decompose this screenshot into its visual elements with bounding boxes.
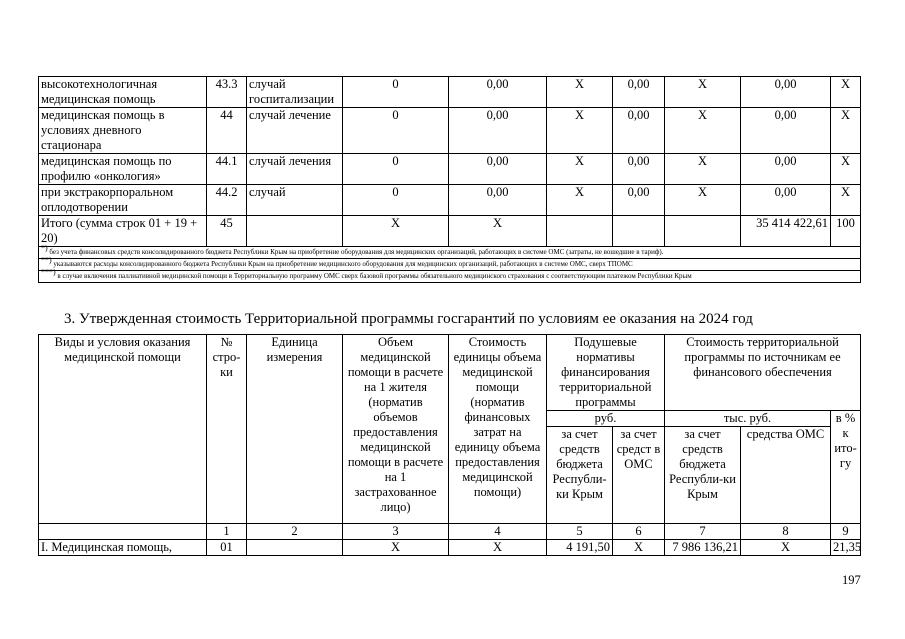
header-program-cost: Стоимость территориальной программы по источникам ее финансового обеспечения (665, 335, 861, 411)
header-row-number: № стро-ки (207, 335, 247, 524)
continuation-table (38, 76, 861, 283)
header-tys-rub: тыс. руб. (665, 411, 831, 427)
header-unit-cost: Стоимость единицы объема медицинской помощи (норматив финансовых затрат на единицу объема предоставления медицинской помощи) (449, 335, 547, 524)
table-cell-c6: X (547, 185, 613, 216)
column-number: 1 (207, 524, 247, 540)
header-per-capita: Подушевые нормативы финансирования территориальной программы (547, 335, 665, 411)
column-number-row (39, 524, 861, 540)
table-cell-c9: 0,00 (741, 154, 831, 185)
table-row (39, 540, 861, 556)
table-cell-c5: X (449, 216, 547, 247)
header-kind: Виды и условия оказания медицинской помощи (39, 335, 207, 524)
table-cell-c6: X (547, 77, 613, 108)
table-cell-num: 43.3 (207, 77, 247, 108)
table-cell-c7 (613, 216, 665, 247)
table-cell-c8: X (665, 77, 741, 108)
row-oms-rub: X (613, 540, 665, 556)
column-number: 6 (613, 524, 665, 540)
header-unit: Единица измерения (247, 335, 343, 524)
column-number: 7 (665, 524, 741, 540)
column-number-blank (39, 524, 207, 540)
footnote-mark: *) (41, 243, 48, 253)
column-number: 8 (741, 524, 831, 540)
table-cell-c5: 0,00 (449, 108, 547, 154)
page-number: 197 (842, 573, 861, 587)
table-cell-c10: X (831, 154, 861, 185)
footnote-row (39, 259, 861, 271)
table-cell-name: медицинская помощь по профилю «онкология» (39, 154, 207, 185)
table-cell-name: высокотехнологичная медицинская помощь (39, 77, 207, 108)
table-cell-c10: X (831, 77, 861, 108)
table-row (39, 154, 861, 185)
table-cell-c6: X (547, 154, 613, 185)
table-cell-c4: X (343, 216, 449, 247)
footnote-mark: ***) (41, 267, 56, 277)
footnote-text: без учета финансовых средств консолидированного бюджета Республики Крым на приобретение оборудования для медицинских организаций, работающих в системе ОМС (затраты, не вошедшие в тариф). (49, 248, 664, 256)
footnote-text: в случае включения паллиативной медицинской помощи в Территориальную программу ОМС сверх базовой программы обязательного медицинского страхования с соответствующим платежом Республики Крым (57, 272, 692, 280)
footnote (39, 255, 861, 271)
column-number: 9 (831, 524, 861, 540)
table-cell-c4: 0 (343, 154, 449, 185)
row-oms-tys: X (741, 540, 831, 556)
table-cell-c9: 0,00 (741, 77, 831, 108)
table-cell-c7: 0,00 (613, 185, 665, 216)
header-rub: руб. (547, 411, 665, 427)
table-cell-unit: случай лечения (247, 154, 343, 185)
table-cell-num: 44.1 (207, 154, 247, 185)
table-cell-c9: 0,00 (741, 185, 831, 216)
table-cell-c7: 0,00 (613, 77, 665, 108)
column-number: 2 (247, 524, 343, 540)
table-cell-name: Итого (сумма строк 01 + 19 + 20) (39, 216, 207, 247)
header-budget-rub: за счет средств бюджета Республи-ки Крым (547, 427, 613, 524)
footnote-mark: **) (41, 255, 52, 265)
table-cell-num: 44 (207, 108, 247, 154)
table-cell-c4: 0 (343, 185, 449, 216)
table-cell-c8: X (665, 108, 741, 154)
row-budget-tys: 7 986 136,21 (665, 540, 741, 556)
footnote (39, 243, 861, 259)
table-cell-c8 (665, 216, 741, 247)
table-cell-c10: X (831, 185, 861, 216)
table-cell-c9: 0,00 (741, 108, 831, 154)
table-cell-c4: 0 (343, 77, 449, 108)
row-budget-rub: 4 191,50 (547, 540, 613, 556)
table-cell-name: медицинская помощь в условиях дневного стационара (39, 108, 207, 154)
table-cell-c5: 0,00 (449, 185, 547, 216)
row-unit-cost: X (449, 540, 547, 556)
row-name: I. Медицинская помощь, (39, 540, 207, 556)
row-volume: X (343, 540, 449, 556)
table-cell-num: 45 (207, 216, 247, 247)
table-cell-c8: X (665, 185, 741, 216)
cost-table (38, 334, 861, 556)
table-cell-num: 44.2 (207, 185, 247, 216)
header-oms-rub: за счет средст в ОМС (613, 427, 665, 524)
table-cell-c5: 0,00 (449, 77, 547, 108)
table-row (39, 77, 861, 108)
row-unit (247, 540, 343, 556)
table-cell-c7: 0,00 (613, 154, 665, 185)
table-cell-c9: 35 414 422,61 (741, 216, 831, 247)
table-cell-c6 (547, 216, 613, 247)
table-cell-unit (247, 216, 343, 247)
footnote-text: указываются расходы консолидированного бюджета Республики Крым на приобретение медицинского оборудования для медицинских организаций, работающих в системе ОМС, сверх ТПОМС (53, 260, 633, 268)
column-number: 3 (343, 524, 449, 540)
table-cell-unit: случай (247, 185, 343, 216)
header-row (39, 335, 861, 411)
table-cell-c10: 100 (831, 216, 861, 247)
table-cell-unit: случай госпитализации (247, 77, 343, 108)
column-number: 4 (449, 524, 547, 540)
header-percent: в % к ито-гу (831, 411, 861, 524)
table-cell-c10: X (831, 108, 861, 154)
header-budget-tys: за счет средств бюджета Республи-ки Крым (665, 427, 741, 524)
footnote-row (39, 247, 861, 259)
table-cell-name: при экстракорпоральном оплодотворении (39, 185, 207, 216)
header-volume: Объем медицинской помощи в расчете на 1 жителя (норматив объемов предоставления медицинской помощи в расчете на 1 застрахованное лицо) (343, 335, 449, 524)
section-heading: 3. Утвержденная стоимость Территориальной программы госгарантий по условиям ее оказания на 2024 год (64, 311, 753, 327)
table-cell-c7: 0,00 (613, 108, 665, 154)
table-cell-unit: случай лечение (247, 108, 343, 154)
row-number: 01 (207, 540, 247, 556)
table-cell-c8: X (665, 154, 741, 185)
table-cell-c6: X (547, 108, 613, 154)
footnote-row (39, 271, 861, 283)
header-oms-tys: средства ОМС (741, 427, 831, 524)
row-percent: 21,35 (831, 540, 861, 556)
column-number: 5 (547, 524, 613, 540)
table-cell-c4: 0 (343, 108, 449, 154)
table-row (39, 185, 861, 216)
footnote (39, 267, 861, 283)
table-row (39, 216, 861, 247)
table-row (39, 108, 861, 154)
table-cell-c5: 0,00 (449, 154, 547, 185)
